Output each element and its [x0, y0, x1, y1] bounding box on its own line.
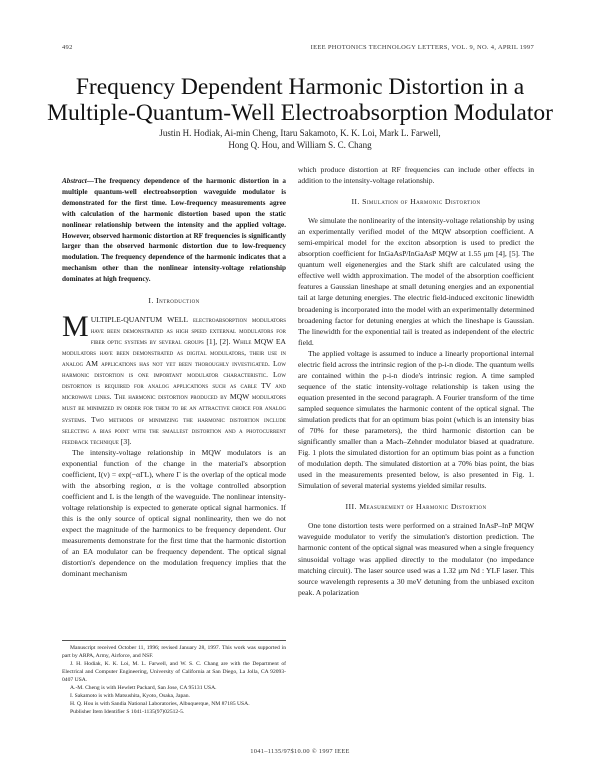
abstract-label: Abstract— — [62, 177, 94, 185]
simulation-paragraph-2: The applied voltage is assumed to induce a linearly proportional internal electric field across the intrinsic region of the p-i-n diode. The quantum wells are contained within the p-i-n diode's intrinsic region. A time sampled sequence of the static intensity-voltage relationship is taken using the equation presented in the second paragraph. A Fourier transform of the time sampled sequence simulates the harmonic content of the optical signal. The simulation predicts that for an optimum bias point (which is an intensity bias of 70% for these parameters), the third harmonic distortion can be significantly smaller than a Mach–Zehnder modulator biased at quadrature. Fig. 1 plots the simulated distortion for an optimum bias point as a function of modulation depth. The simulated distortion at a 70% bias point, the bias used in the measurements presented below, is also presented in Fig. 1. Simulation of several material systems yielded similar results. — [298, 348, 534, 491]
drop-cap: M — [62, 310, 89, 344]
authors-line-2: Hong Q. Hou, and William S. C. Chang — [228, 140, 372, 150]
footnote: A.-M. Cheng is with Hewlett Packard, San Jose, CA 95131 USA. — [70, 685, 217, 691]
footnote: H. Q. Hou is with Sandia National Laboratories, Albuquerque, NM 87185 USA. — [70, 701, 250, 707]
footnotes — [62, 640, 286, 716]
simulation-paragraph-1: We simulate the nonlinearity of the intensity-voltage relationship by using an experimentally verified model of the MQW absorption coefficient. A semi-empirical model for the exciton absorption is used to predict the absorption coefficient for InGaAsP/InGaAsP MQW at 1.55 μm [4], [5]. The quantum well eigenenergies and the Stark shift are calculated using the effective well width approximation. The model of the absorption coefficient features a Gaussian lineshape at small detuning energies and an exponential tail at large detuning energies. The electric field-induced excitonic linewidth broadening is incorporated into the model with an experimentally determined broadening factor for detuning energies at which the lineshape is Gaussian. The linewidth for the exponential tail is treated as independent of the electric field. — [298, 216, 534, 347]
right-column — [298, 164, 534, 598]
abstract — [62, 176, 286, 285]
issn-footer: 1041–1135/97$10.00 © 1997 IEEE — [250, 748, 350, 755]
intro-paragraph-1 — [62, 310, 286, 447]
section-heading-measurement: III. Measurement of Harmonic Distortion — [345, 502, 487, 512]
intro-continuation: which produce distortion at RF frequencies can include other effects in addition to the intensity-voltage relationship. — [298, 165, 534, 186]
title-line-2: Multiple-Quantum-Well Electroabsorption Modulator — [47, 100, 553, 126]
title-line-1: Frequency Dependent Harmonic Distortion in a — [75, 74, 525, 100]
footnote: I. Sakamoto is with Matsushita, Kyoto, Osaka, Japan. — [70, 693, 190, 699]
measurement-paragraph-1: One tone distortion tests were performed on a strained InAsP–InP MQW waveguide modulator to verify the simulation's distortion prediction. The harmonic content of the optical signal was measured when a single frequency sinusoidal voltage was applied directly to the modulator (no impedance matching circuit). The laser source used was a 1.32 μm Nd : YLF laser. This source wavelength represents a 30 meV detuning from the unbiased exciton peak. A polarization — [298, 521, 534, 597]
authors-line-1: Justin H. Hodiak, Ai-min Cheng, Itaru Sakamoto, K. K. Loi, Mark L. Farwell, — [159, 128, 441, 138]
left-column — [62, 176, 286, 579]
abstract-text: The frequency dependence of the harmonic distortion in a multiple quantum-well electroabsorption waveguide modulator is demonstrated for the first time. Low-frequency measurements agree with calculation of the harmonic distortion based upon the static nonlinear relationship between the intensity and the applied voltage. However, observed harmonic distortion at RF frequencies is significantly larger than the observed harmonic distortion due to low-frequency modulation. The frequency dependence of the harmonic indicates that a mechanism other than the nonlinear intensity-voltage relationship dominates at high frequency. — [62, 177, 286, 284]
footnote: J. H. Hodiak, K. K. Loi, M. L. Farwell, and W. S. C. Chang are with the Department of Electrical and Computer Engineering, University of California at San Diego, La Jolla, CA 92093-0407 USA. — [62, 661, 286, 683]
section-heading-introduction: I. Introduction — [148, 296, 200, 306]
journal-header: IEEE PHOTONICS TECHNOLOGY LETTERS, VOL. 9, NO. 4, APRIL 1997 — [310, 44, 534, 51]
page-number: 492 — [62, 44, 73, 51]
paper-title — [40, 74, 560, 126]
intro-paragraph-2: The intensity-voltage relationship in MQW modulators is an exponential function of the change in the material's absorption coefficient, I(v) = exp(−αΓL), where Γ is the overlap of the optical mode with the absorbing region, α is the voltage controlled absorption coefficient and L is the length of the waveguide. The nonlinear intensity-voltage relationship is expected to generate optical signal harmonics. If this is the only source of optical signal nonlinearity, then we do not expect the magnitude of the harmonics to be frequency dependent. Our measurements demonstrate for the first time that the harmonic distortion of an EA modulator can be frequency dependent. The optical signal distortion's dependence on the modulation frequency implies that the dominant mechanism — [62, 447, 286, 579]
footnote: Publisher Item Identifier S 1041-1135(97)02512-5. — [70, 709, 185, 715]
footnote: Manuscript received October 11, 1996; revised January 28, 1997. This work was supported in part by ARPA, Army, Airforce, and NSF. — [62, 645, 286, 659]
author-list — [60, 127, 540, 151]
intro-paragraph-1-text: ULTIPLE-QUANTUM WELL electroabsorption modulators have been demonstrated as high speed external modulators for fiber optic systems by several groups [1], [2]. While MQW EA modulators have been demonstrated as digital modulators, their use in analog AM applications has not yet been thoroughly investigated. Low harmonic distortion is one important modulator characteristic. Low distortion is required for analog applications such as cable TV and microwave links. The harmonic distortion produced by MQW modulators must be minimized in order for them to be an attractive choice for analog systems. Two methods of minimizing the harmonic distortion include selecting a bias point with the smallest distortion and a photocurrent feedback technique [3]. — [62, 315, 286, 446]
section-heading-simulation: II. Simulation of Harmonic Distortion — [351, 197, 481, 207]
